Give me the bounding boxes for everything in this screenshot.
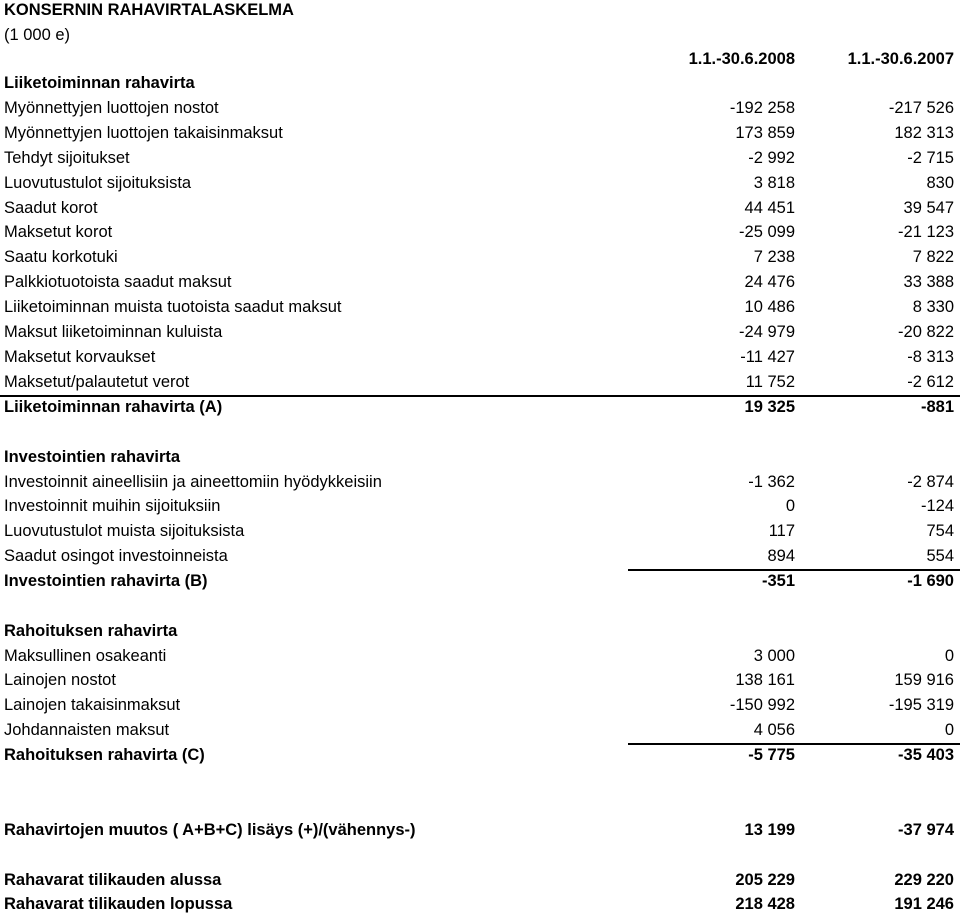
row-label: Liiketoiminnan muista tuotoista saadut maksut bbox=[4, 298, 342, 316]
total-value-2008: -5 775 bbox=[748, 746, 795, 764]
row-value-2007: -217 526 bbox=[888, 99, 954, 117]
row-value-2008: -24 979 bbox=[739, 323, 795, 341]
row-label: Maksetut korot bbox=[4, 223, 113, 241]
section-heading-investing: Investointien rahavirta bbox=[4, 448, 181, 466]
row-value-2008: 11 752 bbox=[745, 373, 795, 391]
row-value-2008: 7 238 bbox=[753, 248, 795, 266]
row-value-2007: 7 822 bbox=[912, 248, 954, 266]
row-value-2008: 10 486 bbox=[744, 298, 795, 316]
row-label: Johdannaisten maksut bbox=[4, 721, 170, 739]
total-value-2008: 19 325 bbox=[744, 398, 795, 416]
row-value-2008: -150 992 bbox=[729, 696, 795, 714]
row-value-2008: -25 099 bbox=[739, 223, 795, 241]
row-label: Lainojen nostot bbox=[4, 671, 116, 689]
cash-end-label: Rahavarat tilikauden lopussa bbox=[4, 895, 233, 913]
row-value-2007: -2 874 bbox=[907, 473, 954, 491]
row-label: Tehdyt sijoitukset bbox=[4, 149, 130, 167]
row-value-2008: -192 258 bbox=[729, 99, 795, 117]
row-value-2008: 0 bbox=[785, 497, 795, 515]
row-label: Maksetut korvaukset bbox=[4, 348, 156, 366]
cash-change-label: Rahavirtojen muutos ( A+B+C) lisäys (+)/(vähennys-) bbox=[4, 821, 416, 839]
row-value-2007: 0 bbox=[944, 721, 954, 739]
cash-start-2007: 229 220 bbox=[894, 871, 954, 889]
row-value-2007: 8 330 bbox=[912, 298, 954, 316]
page-title: KONSERNIN RAHAVIRTALASKELMA bbox=[4, 1, 294, 19]
row-value-2007: -124 bbox=[920, 497, 954, 515]
cash-end-2008: 218 428 bbox=[735, 895, 795, 913]
row-value-2007: 159 916 bbox=[894, 671, 954, 689]
total-value-2007: -1 690 bbox=[907, 572, 954, 590]
row-label: Myönnettyjen luottojen takaisinmaksut bbox=[4, 124, 283, 142]
col-header-2007: 1.1.-30.6.2007 bbox=[847, 50, 954, 68]
total-label: Liiketoiminnan rahavirta (A) bbox=[4, 398, 223, 416]
row-value-2008: 117 bbox=[768, 522, 795, 540]
cash-change-2007: -37 974 bbox=[898, 821, 954, 839]
row-value-2008: -1 362 bbox=[748, 473, 795, 491]
row-label: Maksetut/palautetut verot bbox=[4, 373, 190, 391]
row-value-2007: 182 313 bbox=[894, 124, 954, 142]
row-value-2008: 173 859 bbox=[735, 124, 795, 142]
row-value-2007: -21 123 bbox=[898, 223, 954, 241]
section-heading-financing: Rahoituksen rahavirta bbox=[4, 622, 178, 640]
cash-change-2008: 13 199 bbox=[744, 821, 795, 839]
section-heading-operating: Liiketoiminnan rahavirta bbox=[4, 74, 195, 92]
unit-label: (1 000 e) bbox=[4, 26, 71, 44]
row-value-2008: -2 992 bbox=[748, 149, 795, 167]
cash-start-2008: 205 229 bbox=[735, 871, 795, 889]
row-label: Investoinnit aineellisiin ja aineettomiin hyödykkeisiin bbox=[4, 473, 382, 491]
row-value-2008: 44 451 bbox=[744, 199, 795, 217]
row-value-2007: -195 319 bbox=[888, 696, 954, 714]
row-value-2007: 33 388 bbox=[903, 273, 954, 291]
total-value-2007: -881 bbox=[920, 398, 954, 416]
row-value-2007: -2 715 bbox=[907, 149, 954, 167]
row-label: Saadut korot bbox=[4, 199, 98, 217]
row-value-2008: 138 161 bbox=[735, 671, 795, 689]
row-label: Myönnettyjen luottojen nostot bbox=[4, 99, 219, 117]
total-value-2008: -351 bbox=[761, 572, 795, 590]
row-value-2007: 830 bbox=[926, 174, 954, 192]
total-value-2007: -35 403 bbox=[898, 746, 954, 764]
row-label: Maksullinen osakeanti bbox=[4, 647, 167, 665]
row-value-2007: -2 612 bbox=[907, 373, 954, 391]
cash-end-2007: 191 246 bbox=[894, 895, 954, 913]
row-label: Luovutustulot sijoituksista bbox=[4, 174, 192, 192]
col-header-2008: 1.1.-30.6.2008 bbox=[688, 50, 795, 68]
total-label: Rahoituksen rahavirta (C) bbox=[4, 746, 205, 764]
row-value-2007: 39 547 bbox=[903, 199, 954, 217]
row-value-2008: 894 bbox=[767, 547, 795, 565]
row-label: Investoinnit muihin sijoituksiin bbox=[4, 497, 221, 515]
row-value-2008: 3 000 bbox=[753, 647, 795, 665]
row-label: Maksut liiketoiminnan kuluista bbox=[4, 323, 223, 341]
row-value-2008: 3 818 bbox=[753, 174, 795, 192]
row-value-2008: -11 427 bbox=[740, 348, 795, 366]
row-label: Lainojen takaisinmaksut bbox=[4, 696, 181, 714]
row-value-2007: -8 313 bbox=[907, 348, 954, 366]
cash-start-label: Rahavarat tilikauden alussa bbox=[4, 871, 222, 889]
row-value-2007: 0 bbox=[944, 647, 954, 665]
total-label: Investointien rahavirta (B) bbox=[4, 572, 208, 590]
row-label: Luovutustulot muista sijoituksista bbox=[4, 522, 245, 540]
row-value-2007: -20 822 bbox=[898, 323, 954, 341]
row-value-2008: 24 476 bbox=[744, 273, 795, 291]
row-label: Palkkiotuotoista saadut maksut bbox=[4, 273, 232, 291]
row-label: Saadut osingot investoinneista bbox=[4, 547, 228, 565]
row-value-2007: 754 bbox=[926, 522, 954, 540]
row-value-2008: 4 056 bbox=[753, 721, 795, 739]
row-value-2007: 554 bbox=[926, 547, 954, 565]
row-label: Saatu korkotuki bbox=[4, 248, 118, 266]
